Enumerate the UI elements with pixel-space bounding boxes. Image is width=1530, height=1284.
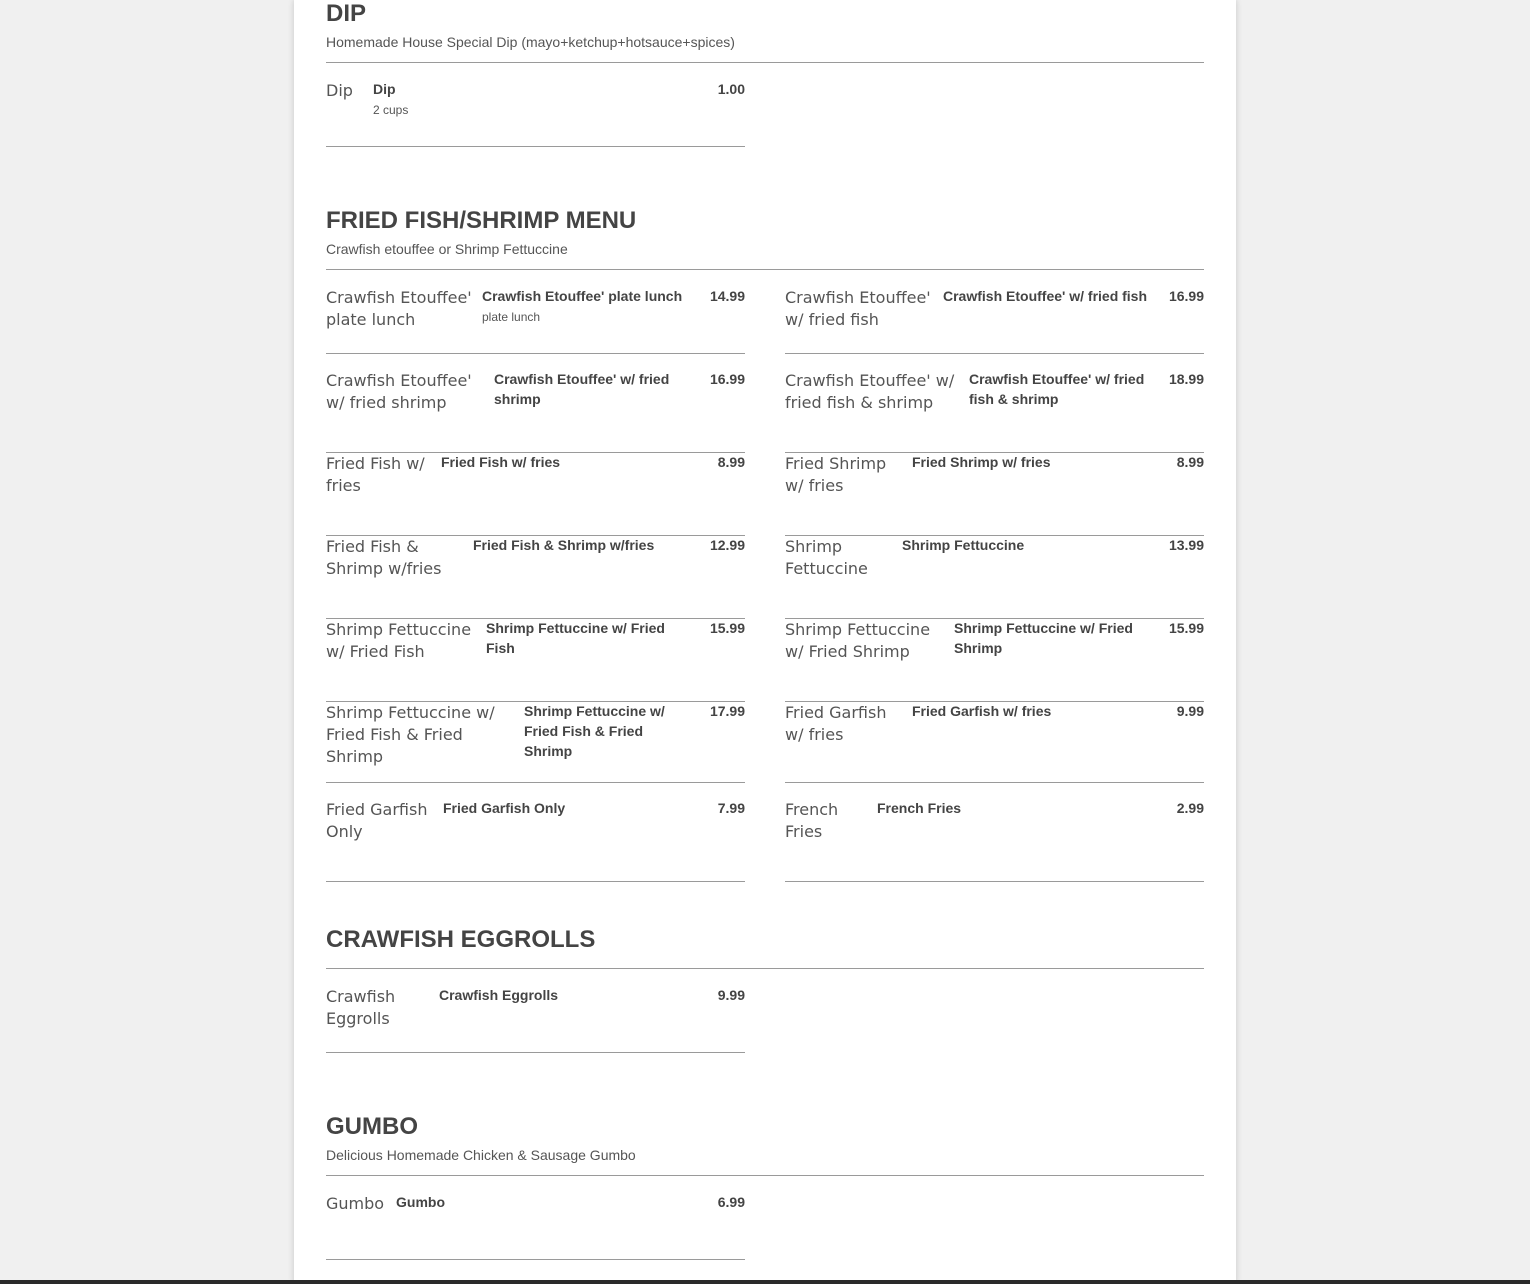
item-price: 17.99	[709, 703, 745, 719]
menu-item[interactable]	[785, 453, 1204, 536]
item-price: 8.99	[717, 454, 745, 470]
item-subtitle: 2 cups	[373, 103, 409, 117]
item-price: 8.99	[1176, 454, 1204, 470]
item-price: 1.00	[717, 81, 745, 97]
menu-item[interactable]	[785, 799, 1204, 882]
item-name: Fried Garfish Only	[443, 800, 566, 816]
item-price: 18.99	[1168, 371, 1204, 387]
item-image-placeholder	[785, 536, 885, 580]
menu-item-gumbo[interactable]	[326, 1193, 745, 1260]
section-divider	[326, 269, 1204, 270]
item-name: Shrimp Fettuccine	[902, 537, 1025, 553]
item-image-placeholder	[326, 287, 472, 331]
item-name: Fried Shrimp w/ fries	[912, 454, 1051, 470]
item-image-placeholder	[785, 702, 903, 746]
menu-item[interactable]	[326, 453, 745, 536]
menu-item[interactable]	[326, 702, 745, 783]
item-name: Shrimp Fettuccine w/ Fried Fish & Fried Shrimp	[524, 703, 665, 759]
item-price: 12.99	[709, 537, 745, 553]
item-name: Gumbo	[396, 1194, 445, 1210]
item-name: Fried Fish & Shrimp w/fries	[473, 537, 655, 553]
item-image-placeholder	[326, 370, 484, 414]
item-name: Dip	[373, 81, 396, 97]
item-image-alt: Fried Garfish w/ fries	[785, 703, 887, 744]
item-image-alt: Fried Fish & Shrimp w/fries	[326, 537, 442, 578]
item-price: 7.99	[717, 800, 745, 816]
item-name: Crawfish Etouffee' w/ fried fish & shrimp	[969, 371, 1145, 407]
section-title: CRAWFISH EGGROLLS	[326, 926, 596, 953]
section-description: Delicious Homemade Chicken & Sausage Gumbo	[326, 1147, 636, 1163]
menu-item[interactable]	[785, 370, 1204, 453]
item-image-placeholder	[785, 799, 865, 843]
item-name: Shrimp Fettuccine w/ Fried Shrimp	[954, 620, 1133, 656]
item-name: Shrimp Fettuccine w/ Fried Fish	[486, 620, 665, 656]
item-image-alt: Crawfish Eggrolls	[326, 987, 396, 1028]
item-subtitle: plate lunch	[482, 310, 541, 324]
item-image-placeholder	[785, 370, 957, 414]
menu-item[interactable]	[785, 287, 1204, 354]
item-name: Crawfish Etouffee' w/ fried shrimp	[494, 371, 670, 407]
menu-item[interactable]	[326, 287, 745, 354]
item-price: 6.99	[717, 1194, 745, 1210]
item-image-placeholder	[326, 986, 426, 1030]
section-divider	[326, 1175, 1204, 1176]
item-price: 15.99	[1168, 620, 1204, 636]
item-image-alt: Fried Shrimp w/ fries	[785, 454, 887, 495]
item-image-alt: Fried Garfish Only	[326, 800, 428, 841]
item-image-placeholder	[785, 287, 931, 331]
item-image-placeholder	[785, 453, 903, 497]
menu-item[interactable]	[326, 799, 745, 882]
menu-item[interactable]	[785, 702, 1204, 783]
section-divider	[326, 62, 1204, 63]
menu-item[interactable]	[785, 536, 1204, 619]
item-image-alt: Crawfish Etouffee' w/ fried fish	[785, 288, 931, 329]
item-image-alt: Shrimp Fettuccine w/ Fried Shrimp	[785, 620, 931, 661]
item-image-placeholder	[326, 799, 430, 843]
item-price: 16.99	[1168, 288, 1204, 304]
item-price: 9.99	[717, 987, 745, 1003]
item-image-placeholder	[326, 619, 476, 663]
item-image-placeholder	[785, 619, 945, 663]
item-price: 2.99	[1176, 800, 1204, 816]
item-price: 16.99	[709, 371, 745, 387]
item-image-alt: French Fries	[785, 800, 839, 841]
item-image-placeholder	[326, 536, 458, 580]
menu-item[interactable]	[326, 536, 745, 619]
item-name: Crawfish Etouffee' w/ fried fish	[943, 288, 1148, 304]
menu-item[interactable]	[326, 370, 745, 453]
item-image-placeholder	[326, 1193, 386, 1215]
item-name: French Fries	[877, 800, 962, 816]
item-price: 9.99	[1176, 703, 1204, 719]
item-name: Crawfish Eggrolls	[439, 987, 559, 1003]
item-image-alt: Shrimp Fettuccine	[785, 537, 868, 578]
menu-item[interactable]	[785, 619, 1204, 702]
menu-item-crawfish-eggrolls[interactable]	[326, 986, 745, 1053]
item-name: Fried Fish w/ fries	[441, 454, 561, 470]
item-name: Crawfish Etouffee' plate lunch	[482, 288, 683, 304]
bottom-edge-bar	[0, 1280, 1530, 1284]
menu-item[interactable]	[326, 619, 745, 702]
section-divider	[326, 968, 1204, 969]
item-image-alt: Shrimp Fettuccine w/ Fried Fish & Fried Shrimp	[326, 703, 495, 766]
section-description: Crawfish etouffee or Shrimp Fettuccine	[326, 241, 568, 257]
item-image-alt: Shrimp Fettuccine w/ Fried Fish	[326, 620, 472, 661]
section-title: FRIED FISH/SHRIMP MENU	[326, 207, 637, 234]
item-price: 13.99	[1168, 537, 1204, 553]
item-price: 14.99	[709, 288, 745, 304]
item-image-alt: Gumbo	[326, 1194, 385, 1213]
item-image-placeholder	[326, 80, 362, 102]
item-price: 15.99	[709, 620, 745, 636]
section-description: Homemade House Special Dip (mayo+ketchup+hotsauce+spices)	[326, 34, 735, 50]
item-image-alt: Crawfish Etouffee' w/ fried shrimp	[326, 371, 472, 412]
section-title: DIP	[326, 0, 367, 27]
menu-item-dip[interactable]	[326, 80, 745, 147]
item-image-alt: Crawfish Etouffee' plate lunch	[326, 288, 472, 329]
item-image-alt: Dip	[326, 81, 353, 100]
item-image-alt: Fried Fish w/ fries	[326, 454, 425, 495]
section-title: GUMBO	[326, 1113, 418, 1140]
item-image-alt: Crawfish Etouffee' w/ fried fish & shrimp	[785, 371, 955, 412]
menu-page	[294, 0, 1236, 1284]
item-name: Fried Garfish w/ fries	[912, 703, 1052, 719]
item-image-placeholder	[326, 453, 426, 497]
item-image-placeholder	[326, 702, 512, 768]
